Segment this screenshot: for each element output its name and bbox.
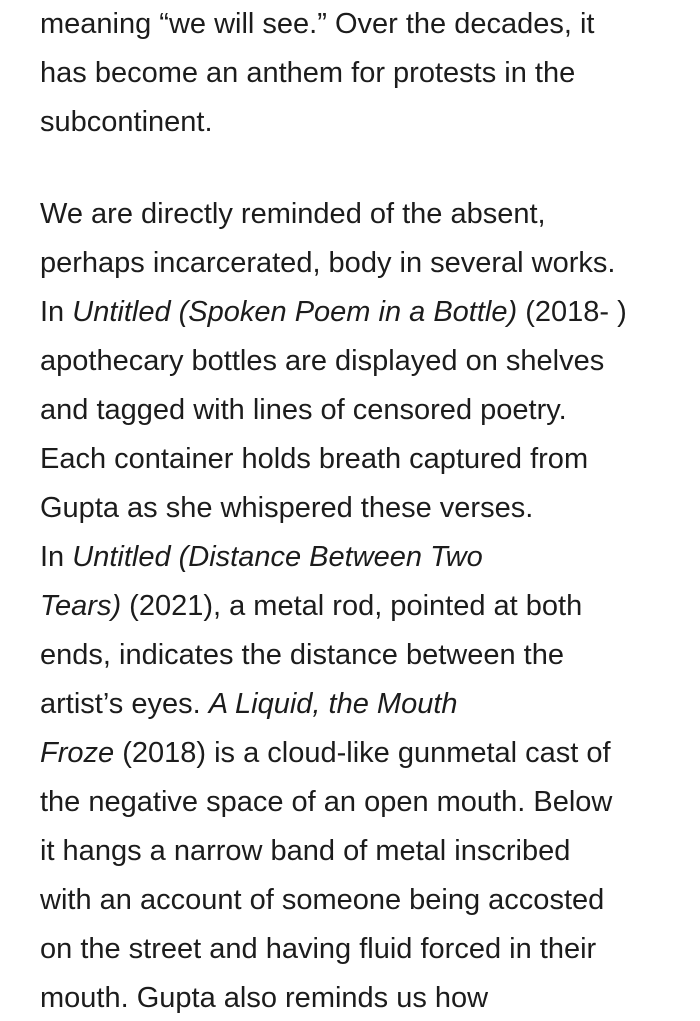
text-line [40,239,680,288]
text-line [40,925,680,974]
text-line [40,876,680,925]
text-line [40,0,680,49]
text-segment: In [40,296,73,328]
text-segment: it hangs a narrow band of metal inscribed [40,835,571,867]
text-segment: Gupta as she whispered these verses. [40,492,534,524]
text-segment: subcontinent. [40,106,213,138]
text-segment: ends, indicates the distance between the [40,639,564,671]
text-line [40,288,680,337]
text-segment: has become an anthem for protests in the [40,57,576,89]
text-segment: with an account of someone being accosted [40,884,605,916]
text-segment: meaning “we will see.” Over the decades, it [40,8,595,40]
text-segment: (2018) is a cloud-like gunmetal cast of [114,737,611,769]
text-line [40,974,680,1021]
text-segment: artist’s eyes. [40,688,209,720]
text-segment: mouth. Gupta also reminds us how [40,982,489,1014]
text-line [40,533,680,582]
text-line [40,98,680,147]
text-segment: We are directly reminded of the absent, [40,198,546,230]
text-line [40,386,680,435]
text-line [40,680,680,729]
artwork-title-italic: A Liquid, the Mouth [208,688,458,720]
text-segment: the negative space of an open mouth. Below [40,786,613,818]
artwork-title-italic: Froze [40,737,115,769]
text-segment: and tagged with lines of censored poetry. [40,394,567,426]
artwork-title-italic: Untitled (Distance Between Two [72,541,483,573]
text-line [40,190,680,239]
text-line [40,778,680,827]
text-line [40,631,680,680]
text-segment: In [40,541,73,573]
text-line [40,49,680,98]
text-line [40,484,680,533]
text-segment: Each container holds breath captured from [40,443,589,475]
artwork-title-italic: Tears) [40,590,122,622]
text-line [40,337,680,386]
text-line [40,729,680,778]
artwork-title-italic: Untitled (Spoken Poem in a Bottle) [72,296,518,328]
paragraph [40,0,680,147]
text-line [40,582,680,631]
text-segment: on the street and having fluid forced in their [40,933,597,965]
text-segment: (2018- ) [517,296,627,328]
article-text [40,0,680,1021]
text-segment: (2021), a metal rod, pointed at both [121,590,583,622]
paragraph [40,190,680,1021]
text-segment: perhaps incarcerated, body in several works. [40,247,616,279]
text-line [40,435,680,484]
text-line [40,827,680,876]
text-segment: apothecary bottles are displayed on shelves [40,345,605,377]
